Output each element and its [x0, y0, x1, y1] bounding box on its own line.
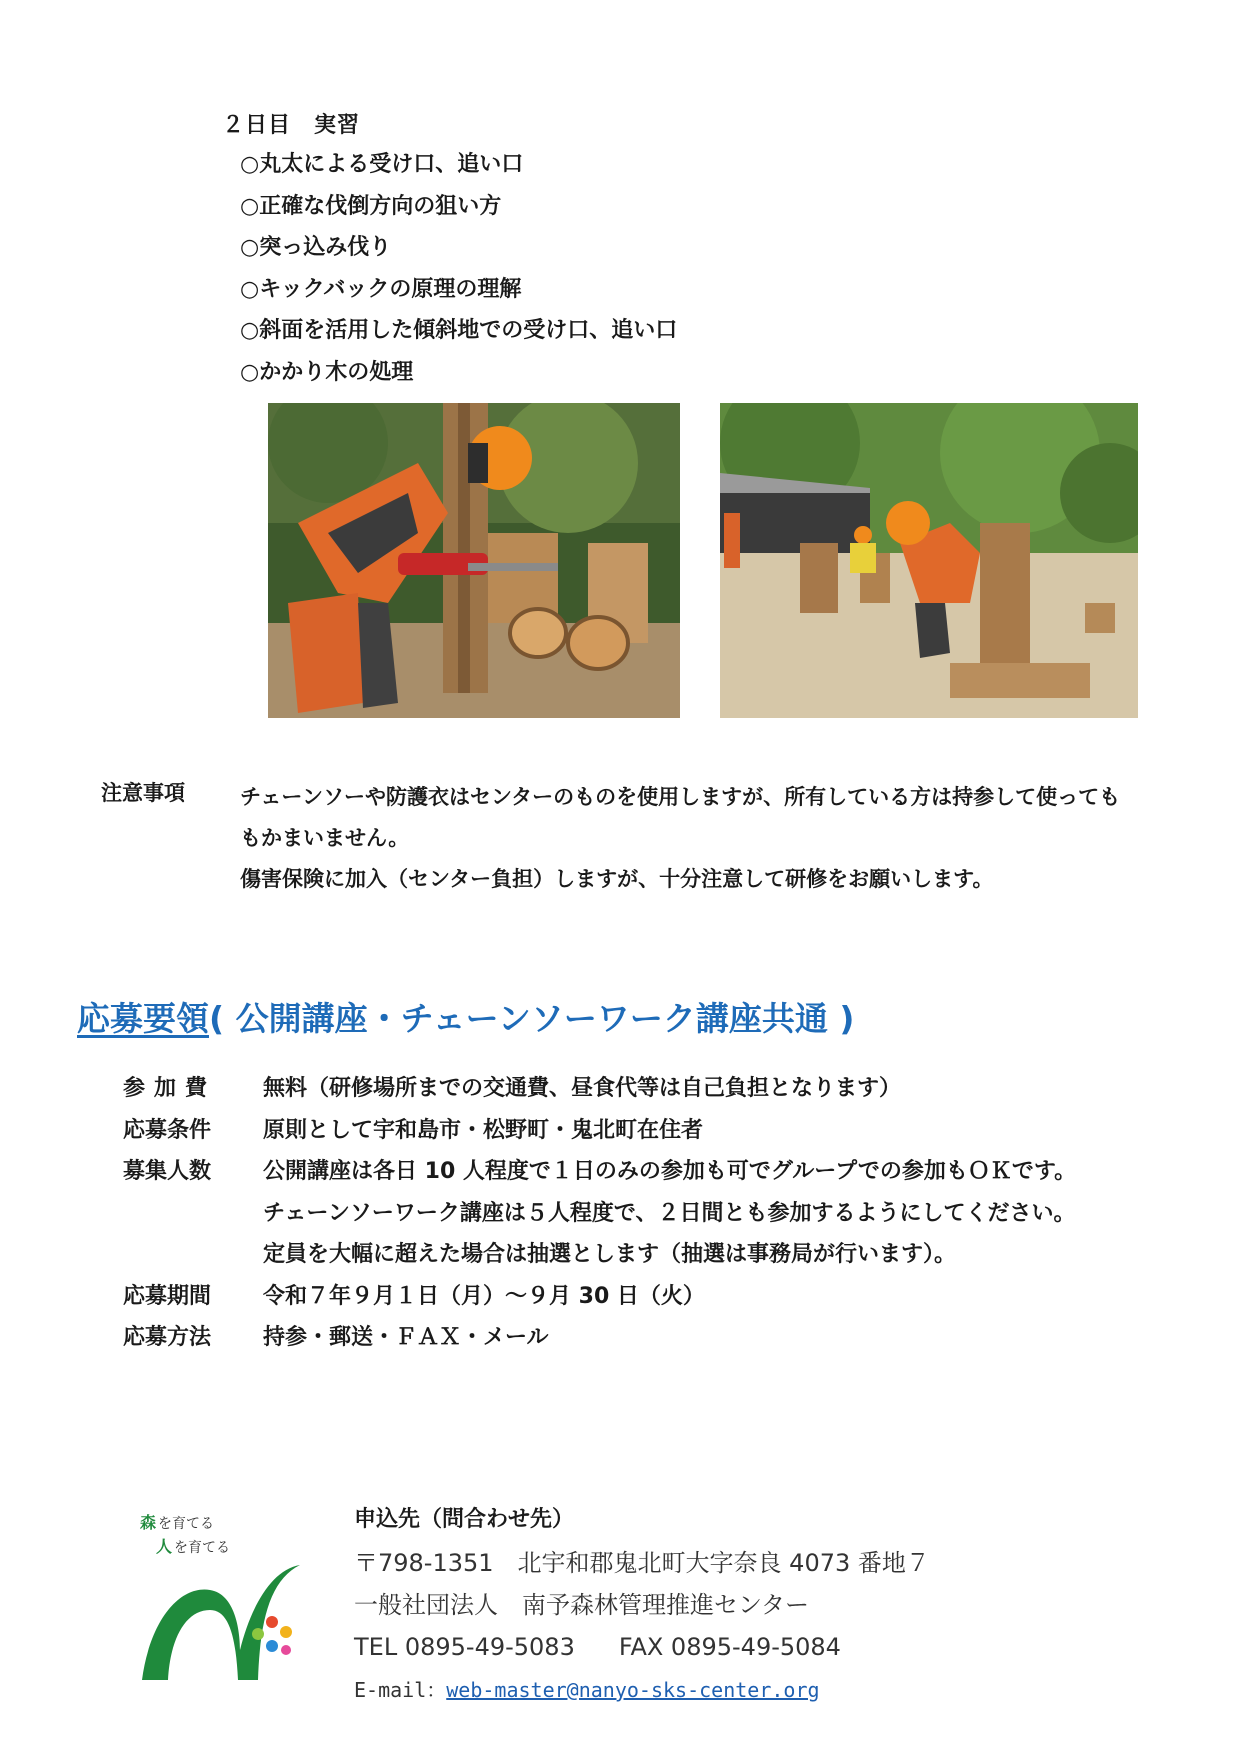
day2-title: ２日目 実習 [222, 113, 361, 138]
section-heading [77, 993, 855, 1040]
contact-phone-line [354, 1626, 930, 1668]
list-item: ○かかり木の処理 [240, 359, 414, 385]
notes-line: 傷害保険に加入（センター負担）しますが、十分注意して研修をお願いします。 [240, 867, 994, 891]
contact-block [354, 1542, 930, 1711]
notes-line: チェーンソーや防護衣はセンターのものを使用しますが、所有している方は持参して使っても [240, 785, 1121, 809]
count-line: チェーンソーワーク講座は５人程度で、２日間とも参加するようにしてください。 [263, 1200, 1076, 1226]
list-item: ○丸太による受け口、追い口 [240, 152, 524, 177]
method-value: 持参・郵送・ＦＡＸ・メール [263, 1325, 549, 1350]
notes-body [240, 777, 1200, 900]
training-yard-illustration [720, 403, 1138, 718]
notes-line: もかまいません。 [240, 826, 410, 850]
list-item: ○突っ込み伐り [240, 235, 392, 260]
contact-org: 一般社団法人 南予森林管理推進センター [354, 1591, 810, 1619]
fee-label: 参加費 [123, 1076, 217, 1101]
count-line: 公開講座は各日 10 人程度で１日のみの参加も可でグループでの参加もＯＫです。 [263, 1159, 1077, 1184]
period-value: 令和７年９月１日（月）～９月 30 日（火） [263, 1283, 705, 1309]
requirement-row-method [123, 1317, 1123, 1359]
requirement-row-fee [123, 1068, 1123, 1110]
email-link[interactable]: web-master@nanyo-sks-center.org [446, 1678, 820, 1702]
logo [140, 1510, 310, 1690]
list-item: ○キックバックの原理の理解 [240, 276, 522, 302]
logo-tagline1-rest: を育てる [158, 1516, 214, 1532]
list-item: ○正確な伐倒方向の狙い方 [240, 193, 502, 219]
requirements-table [123, 1068, 1123, 1359]
notes-label: 注意事項 [101, 781, 185, 805]
logo-tagline2-char: 人 [156, 1537, 173, 1556]
count-line: 定員を大幅に超えた場合は抽選とします（抽選は事務局が行います）。 [263, 1242, 957, 1267]
requirement-row-condition [123, 1110, 1123, 1152]
section-heading-sub: ( 公開講座・チェーンソーワーク講座共通 ) [209, 999, 855, 1038]
photo-chainsaw-closeup [268, 403, 680, 718]
chainsaw-worker-illustration [268, 403, 680, 718]
logo-tagline1-char: 森 [140, 1513, 157, 1532]
logo-mark [140, 1510, 310, 1690]
requirement-row-count [123, 1151, 1123, 1276]
period-label: 応募期間 [123, 1283, 212, 1309]
count-label: 募集人数 [123, 1159, 212, 1184]
contact-fax: FAX 0895-49-5084 [618, 1633, 841, 1661]
fee-value: 無料（研修場所までの交通費、昼食代等は自己負担となります） [263, 1076, 902, 1101]
condition-label: 応募条件 [123, 1117, 212, 1143]
section-heading-main: 応募要領 [77, 999, 209, 1038]
logo-tagline2-rest: を育てる [174, 1540, 230, 1556]
day2-list [240, 150, 677, 399]
method-label: 応募方法 [123, 1325, 212, 1350]
contact-email-line [354, 1668, 930, 1711]
list-item: ○斜面を活用した傾斜地での受け口、追い口 [240, 318, 678, 343]
requirement-row-period [123, 1276, 1123, 1318]
condition-value: 原則として宇和島市・松野町・鬼北町在住者 [263, 1117, 704, 1143]
email-label: E-mail： [354, 1678, 447, 1702]
contact-title: 申込先（問合わせ先） [354, 1507, 575, 1532]
photo-training-yard [720, 403, 1138, 718]
contact-tel: TEL 0895-49-5083 [354, 1633, 575, 1661]
contact-address: 〒798-1351 北宇和郡鬼北町大字奈良 4073 番地７ [354, 1549, 930, 1577]
